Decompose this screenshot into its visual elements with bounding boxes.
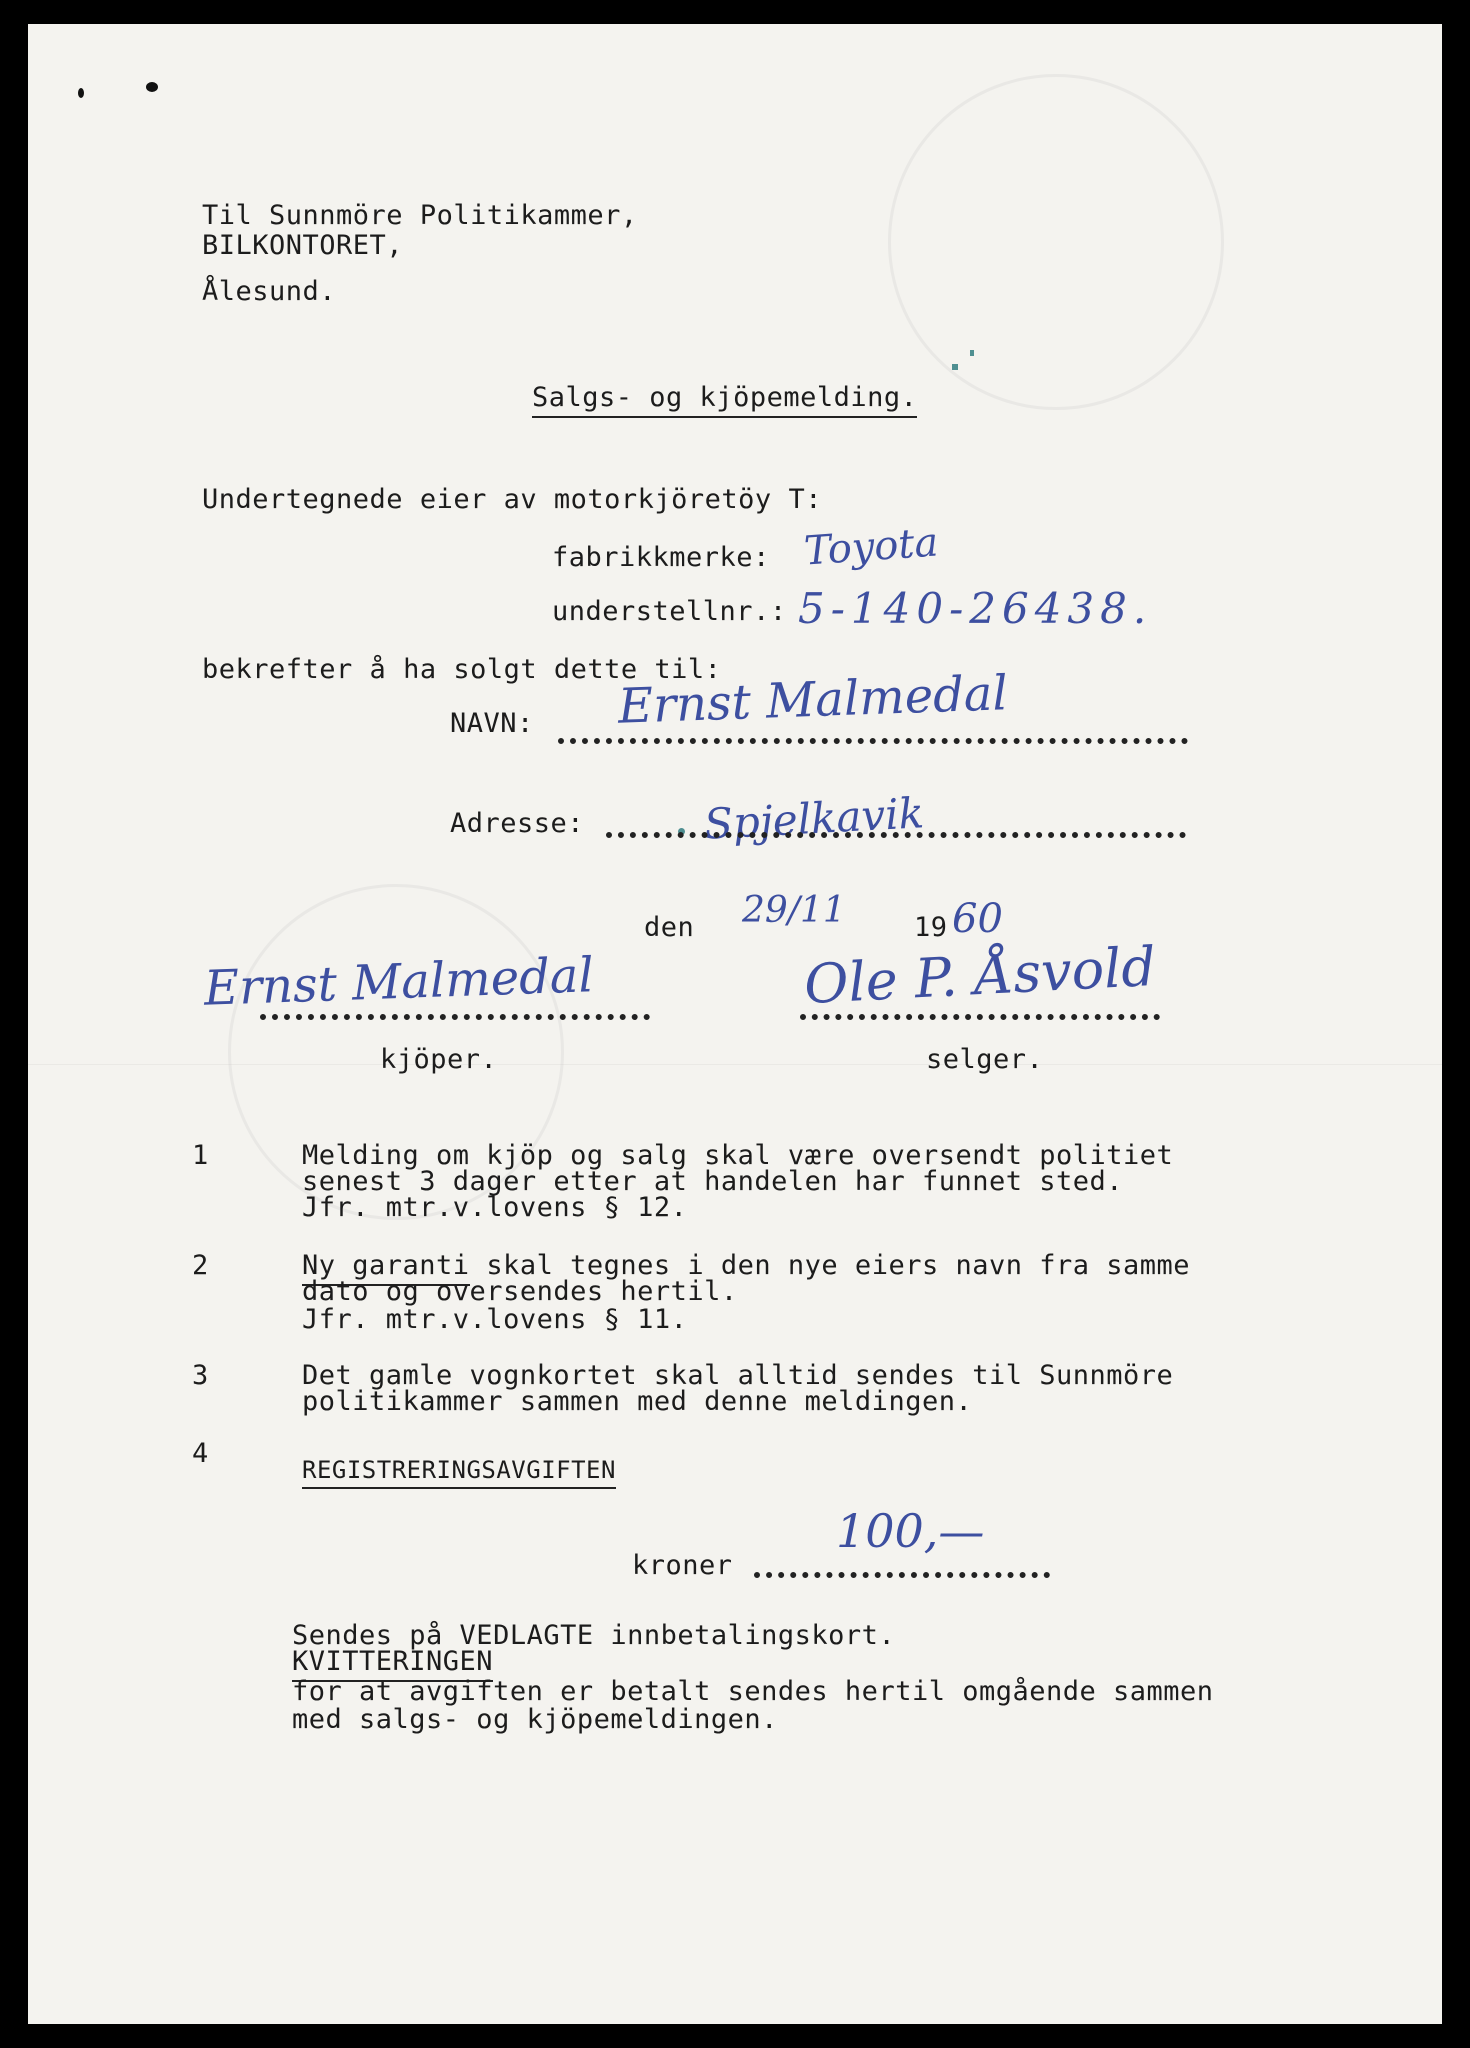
buyer-name-value: Ernst Malmedal: [617, 665, 1009, 735]
fee-dotted-line: [754, 1572, 1050, 1578]
buyer-dotted-line: [260, 1014, 650, 1020]
footer-line-3: for at avgiften er betalt sendes hertil omgående sammen: [292, 1676, 1214, 1707]
intro-text: Undertegnede eier av motorkjöretöy T:: [202, 484, 822, 515]
footer-line-1: Sendes på VEDLAGTE innbetalingskort.: [292, 1620, 896, 1651]
note-3-line-2: politikammer sammen med denne meldingen.: [302, 1386, 973, 1417]
note-2-line-2: dato og oversendes hertil.: [302, 1276, 738, 1307]
make-value: Toyota: [802, 519, 940, 575]
ink-speck: [952, 364, 958, 370]
note-2-line-1-rest: skal tegnes i den nye eiers navn fra samme: [469, 1250, 1191, 1281]
date-label: den: [644, 912, 695, 943]
ink-speck: [970, 350, 974, 356]
buyer-label: kjöper.: [380, 1044, 498, 1075]
recipient-line-2: BILKONTORET,: [202, 230, 404, 261]
recipient-line-3: Ålesund.: [202, 276, 337, 307]
address-dotted-line: [606, 832, 1186, 838]
seller-dotted-line: [800, 1014, 1160, 1020]
watermark-seal-top: [888, 74, 1224, 410]
note-2-line-3: Jfr. mtr.v.lovens § 11.: [302, 1304, 688, 1335]
confirm-text: bekrefter å ha solgt dette til:: [202, 654, 722, 685]
name-dotted-line: [558, 738, 1188, 744]
buyer-address-value: Spjelkavik: [702, 788, 926, 849]
document-title: Salgs- og kjöpemelding.: [532, 382, 917, 418]
fee-label: kroner: [632, 1550, 733, 1581]
note-3-line-1: Det gamle vognkortet skal alltid sendes til Sunnmöre: [302, 1360, 1174, 1391]
make-label: fabrikkmerke:: [552, 542, 770, 573]
date-value: 29/11: [742, 890, 846, 931]
note-number: 1: [192, 1140, 209, 1171]
document-page: [28, 24, 1442, 2024]
note-2-underlined: Ny garanti: [302, 1250, 470, 1286]
year-prefix: 19: [914, 912, 948, 943]
fee-value: 100,—: [836, 1504, 985, 1558]
address-label: Adresse:: [450, 808, 585, 839]
recipient-line-1: Til Sunnmöre Politikammer,: [202, 200, 638, 231]
note-1-line-2: senest 3 dager etter at handelen har funnet sted.: [302, 1166, 1124, 1197]
note-number: 3: [192, 1360, 209, 1391]
note-number: 2: [192, 1250, 209, 1281]
footer-line-2: KVITTERINGEN: [292, 1646, 493, 1682]
footer-line-4: med salgs- og kjöpemeldingen.: [292, 1704, 778, 1735]
buyer-signature: Ernst Malmedal: [203, 947, 595, 1017]
name-label: NAVN:: [450, 708, 534, 739]
note-number: 4: [192, 1438, 209, 1469]
punch-mark-right: [146, 82, 158, 92]
note-1-line-3: Jfr. mtr.v.lovens § 12.: [302, 1192, 688, 1223]
fee-heading: REGISTRERINGSAVGIFTEN: [302, 1456, 616, 1489]
punch-mark-left: [78, 88, 84, 98]
note-1-line-1: Melding om kjöp og salg skal være oversendt politiet: [302, 1140, 1174, 1171]
year-value: 60: [952, 896, 1003, 942]
chassis-value: 5-140-26438.: [798, 584, 1153, 633]
seller-signature: Ole P. Åsvold: [802, 934, 1158, 1017]
chassis-label: understellnr.:: [552, 596, 787, 627]
seller-label: selger.: [926, 1044, 1044, 1075]
